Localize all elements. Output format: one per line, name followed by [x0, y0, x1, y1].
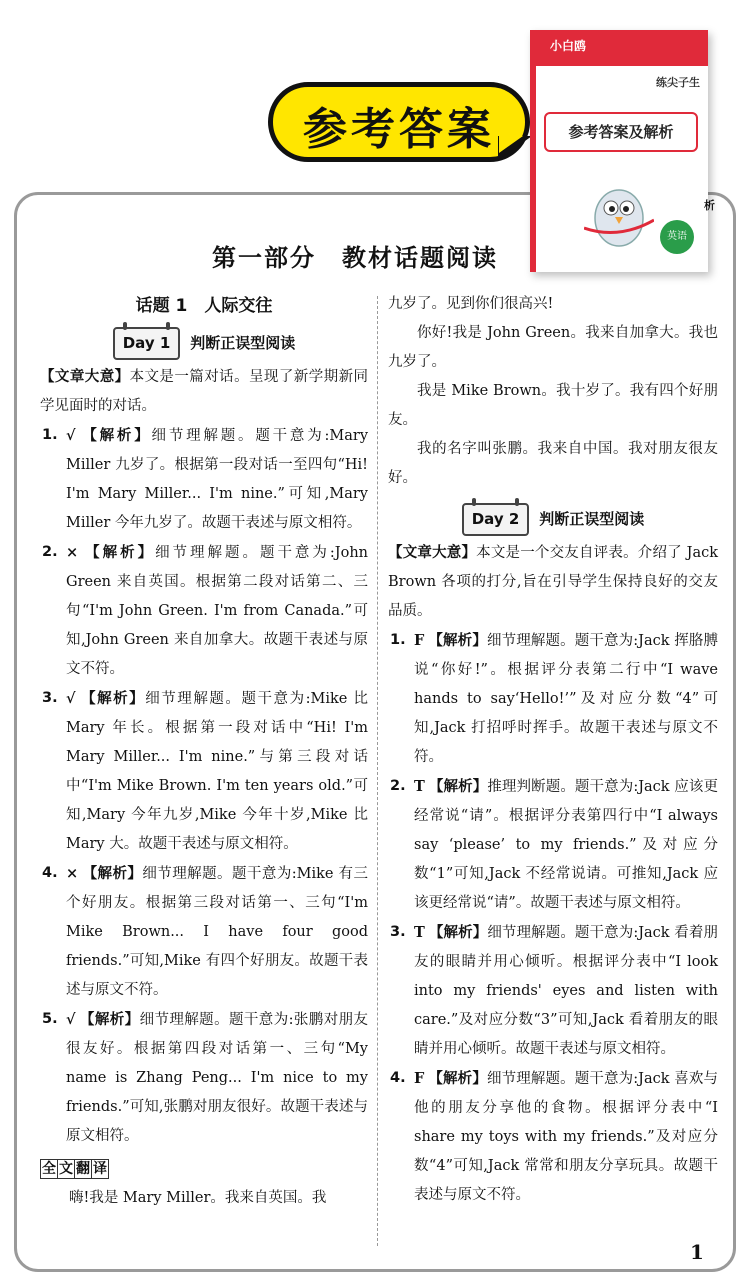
answer-mark: F [414, 632, 425, 649]
right-column [388, 290, 718, 1210]
answer-number: 4. [42, 865, 58, 881]
summary [388, 538, 718, 626]
translation-paragraph: 你好!我是 John Green。我来自加拿大。我也九岁了。 [388, 325, 718, 370]
analysis-tag: 【解析】 [82, 865, 143, 882]
answer-number: 4. [390, 1070, 406, 1086]
translation-char: 译 [93, 1161, 107, 1177]
analysis-text: 推理判断题。题干意为:Jack 应该更经常说“请”。根据评分表第四行中“I always say ‘please’ to my friends.”及对应分数“1”可知,Jack 不经常说请。可推知,Jack 应该更经常说“请”。故题干表述与原文相符。 [414, 779, 719, 911]
answer-mark: √ [66, 427, 76, 444]
analysis-tag: 【解析】 [428, 778, 488, 795]
book-brand: 小白鸥 [550, 39, 587, 53]
analysis-text: 细节理解题。题干意为:张鹏对朋友很友好。根据第四段对话第一、三句“My name is Zhang Peng... I'm nice to my friends.”可知,张鹏对朋友很好。故题干表述与原文相符。 [66, 1012, 369, 1144]
summary [40, 362, 368, 421]
analysis-tag: 【解析】 [428, 1070, 487, 1087]
analysis-tag: 【解析】 [79, 427, 152, 444]
analysis-tag: 【解析】 [79, 1011, 140, 1028]
answer-item [40, 859, 368, 1005]
translation-paragraph: 我的名字叫张鹏。我来自中国。我对朋友很友好。 [388, 441, 718, 486]
column-divider [377, 296, 378, 1246]
book-subject-badge: 英语 [660, 220, 694, 254]
left-column [40, 292, 368, 1213]
answer-number: 3. [390, 924, 406, 940]
day-label: Day 2 [462, 503, 530, 536]
page-number: 1 [690, 1240, 704, 1264]
book-cover [530, 30, 708, 272]
part-title: 第一部分 教材话题阅读 [212, 244, 498, 272]
book-title: 参考答案及解析 [544, 112, 698, 152]
answer-mark: T [414, 924, 425, 941]
translation-paragraph: 我是 Mike Brown。我十岁了。我有四个好朋友。 [388, 383, 718, 428]
analysis-text: 细节理解题。题干意为:Jack 看着朋友的眼睛并用心倾听。根据评分表中“I look into my friends' eyes and listen with care.”及对应分数“3”可知,Jack 看着朋友的眼睛并用心倾听。故题干表述与原文相符。 [414, 925, 719, 1057]
translation-char: 全 [42, 1161, 56, 1177]
analysis-tag: 【解析】 [82, 544, 156, 561]
analysis-tag: 【解析】 [79, 690, 146, 707]
translation-label [40, 1155, 108, 1184]
answer-item [40, 684, 368, 859]
answer-number: 2. [390, 778, 406, 794]
book-series: 练尖子生 [656, 76, 700, 89]
answer-mark: T [414, 778, 425, 795]
translation-start: 嗨!我是 Mary Miller。我来自英国。我 [69, 1190, 327, 1206]
summary-text: 本文是一个交友自评表。介绍了 Jack Brown 各项的打分,旨在引导学生保持良好的交友品质。 [388, 545, 718, 619]
bubble-title: 参考答案 [303, 104, 495, 155]
bubble-tail-fill [499, 136, 523, 153]
translation-char: 文 [59, 1161, 73, 1177]
day-type: 判断正误型阅读 [539, 510, 645, 528]
day-label: Day 1 [113, 327, 181, 360]
translation-char: 翻 [76, 1161, 90, 1177]
analysis-text: 细节理解题。题干意为:Jack 挥胳膊说“你好!”。根据评分表第二行中“I wave hands to say‘Hello!’”及对应分数“4”可知,Jack 打招呼时挥手。故题干表述与原文不符。 [414, 633, 719, 765]
answer-mark: F [414, 1070, 425, 1087]
answer-bubble [268, 82, 530, 162]
answer-number: 2. [42, 544, 58, 560]
answer-item [388, 626, 718, 772]
answer-number: 5. [42, 1011, 58, 1027]
day-header [388, 503, 718, 536]
answer-number: 1. [390, 632, 406, 648]
answer-item [388, 772, 718, 918]
analysis-tag: 【解析】 [428, 924, 488, 941]
answer-list [388, 626, 718, 1210]
analysis-text: 细节理解题。题干意为:Mike 比 Mary 年长。根据第一段对话中“Hi! I'm Mary Miller... I'm nine.”与第三段对话中“I'm Mike Brown. I'm ten years old.”可知,Mary 今年九岁,Mike 今年十岁,Mike 比 Mary 大。故题干表述与原文相符。 [66, 691, 368, 852]
answer-list [40, 421, 368, 1151]
analysis-text: 细节理解题。题干意为:Mike 有三个好朋友。根据第三段对话第一、三句“I'm Mike Brown... I have four good friends.”可知,Mike 有四个好朋友。故题干表述与原文不符。 [66, 866, 368, 998]
topic-heading: 话题 1 人际交往 [135, 296, 273, 316]
summary-text: 本文是一篇对话。呈现了新学期新同学见面时的对话。 [40, 369, 369, 414]
translation-continued: 九岁了。见到你们很高兴! [388, 296, 554, 312]
answer-mark: × [66, 865, 79, 882]
answer-item [40, 538, 368, 684]
analysis-text: 细节理解题。题干意为:Jack 喜欢与他的朋友分享他的食物。根据评分表中“I share my toys with my friends.”及对应分数“4”可知,Jack 常常和朋友分享玩具。故题干表述与原文不符。 [414, 1071, 719, 1203]
answer-item [40, 1005, 368, 1151]
answer-item [388, 1064, 718, 1210]
day-header [40, 327, 368, 360]
answer-number: 1. [42, 427, 58, 443]
answer-number: 3. [42, 690, 58, 706]
summary-tag: 【文章大意】 [388, 544, 477, 561]
answer-item [388, 918, 718, 1064]
day-type: 判断正误型阅读 [190, 334, 296, 352]
book-spill-text: 析 [704, 199, 715, 212]
answer-mark: √ [66, 690, 76, 707]
bird-mascot-icon [584, 170, 654, 250]
summary-tag: 【文章大意】 [40, 368, 130, 385]
answer-item [40, 421, 368, 538]
analysis-text: 细节理解题。题干意为:John Green 来自英国。根据第二段对话第二、三句“I'm John Green. I'm from Canada.”可知,John Green 来自加拿大。故题干表述与原文不符。 [66, 545, 369, 677]
answer-mark: √ [66, 1011, 76, 1028]
answer-mark: × [66, 544, 79, 561]
analysis-tag: 【解析】 [428, 632, 487, 649]
analysis-text: 细节理解题。题干意为:Mary Miller 九岁了。根据第一段对话一至四句“Hi! I'm Mary Miller... I'm nine.”可知,Mary Miller 今年九岁了。故题干表述与原文相符。 [66, 428, 369, 531]
